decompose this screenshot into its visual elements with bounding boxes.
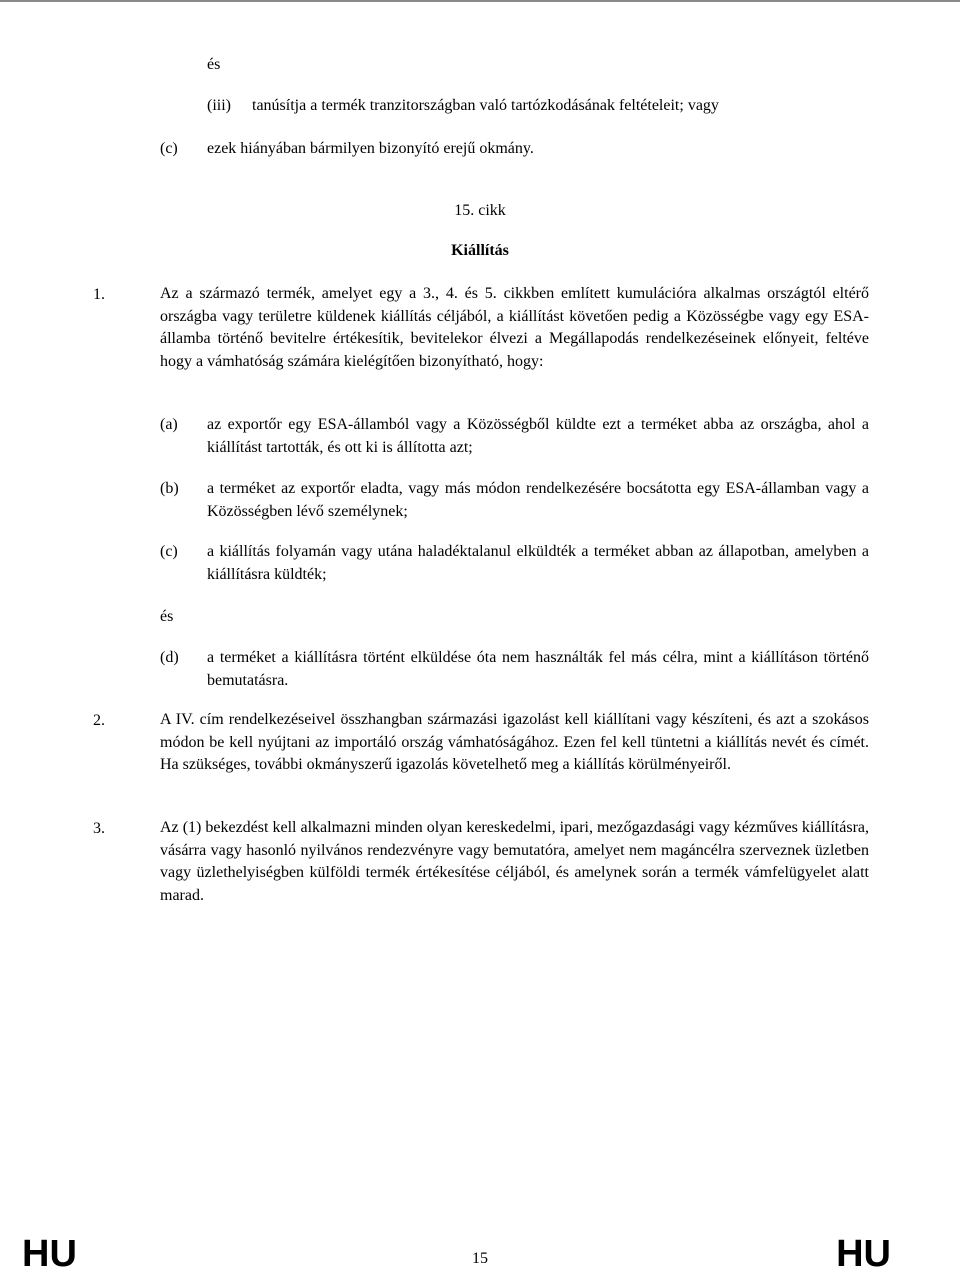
- item-label-a: (a): [160, 416, 178, 433]
- list-label-c: (c): [160, 140, 178, 157]
- item-text-c: a kiállítás folyamán vagy utána haladéktalanul elküldték a terméket abban az állapotban, amelyben a kiállításra küldték;: [207, 543, 869, 583]
- paragraph-number-2: 2.: [93, 712, 105, 729]
- item-text-b: a terméket az exportőr eladta, vagy más módon rendelkezésére bocsátotta egy ESA-államban vagy a Közösségben lévő személynek;: [207, 480, 869, 520]
- footer-language-left: HU: [22, 1233, 77, 1275]
- paragraph-number-3: 3.: [93, 820, 105, 837]
- item-text-a: az exportőr egy ESA-államból vagy a Közösségből küldte ezt a terméket abba az országba, ahol a kiállítást tartották, és ott ki is állította azt;: [207, 416, 869, 456]
- footer-language-right: HU: [836, 1233, 891, 1275]
- list-text-c: ezek hiányában bármilyen bizonyító erejű okmány.: [207, 140, 534, 157]
- item-label-d: (d): [160, 649, 179, 666]
- item-text-d: a terméket a kiállításra történt elküldése óta nem használták fel más célra, mint a kiállításon történő bemutatásra.: [207, 649, 869, 689]
- paragraph-number-1: 1.: [93, 286, 105, 303]
- conjunction-es: és: [207, 56, 221, 73]
- item-label-b: (b): [160, 480, 179, 497]
- paragraph-1-text: Az a származó termék, amelyet egy a 3., 4. és 5. cikkben említett kumulációra alkalmas országtól eltérő országba vagy területre küldenek kiállítás céljából, a kiállítást követően pedig a Közösségbe vagy egy ESA-államba történő bevitelre értékesítik, bevitelekor élvezi a Megállapodás rendelkezéseinek előnyeit, feltéve hogy a vámhatóság számára kielégítően bizonyítható, hogy:: [160, 285, 869, 370]
- article-number: 15. cikk: [454, 202, 506, 219]
- article-title: Kiállítás: [451, 242, 509, 259]
- list-label-iii: (iii): [207, 97, 231, 114]
- page-number: 15: [472, 1250, 488, 1267]
- item-label-c: (c): [160, 543, 178, 560]
- paragraph-3-text: Az (1) bekezdést kell alkalmazni minden olyan kereskedelmi, ipari, mezőgazdasági vagy kézműves kiállításra, vásárra vagy hasonló nyilvános rendezvényre vagy bemutatóra, amelyet nem magáncélra szerveznek üzletben vagy üzlethelyiségben külföldi termék értékesítése céljából, és amelynek során a termék vámfelügyelet alatt marad.: [160, 819, 869, 904]
- conjunction-es-2: és: [160, 608, 174, 625]
- list-text-iii: tanúsítja a termék tranzitországban való tartózkodásának feltételeit; vagy: [252, 97, 719, 114]
- paragraph-2-text: A IV. cím rendelkezéseivel összhangban származási igazolást kell kiállítani vagy készíteni, és azt a szokásos módon be kell nyújtani az importáló ország vámhatóságához. Ezen fel kell tüntetni a kiállítás nevét és címét. Ha szükséges, további okmányszerű igazolás követelhető meg a kiállítás körülményeiről.: [160, 711, 869, 773]
- top-border: [0, 0, 960, 2]
